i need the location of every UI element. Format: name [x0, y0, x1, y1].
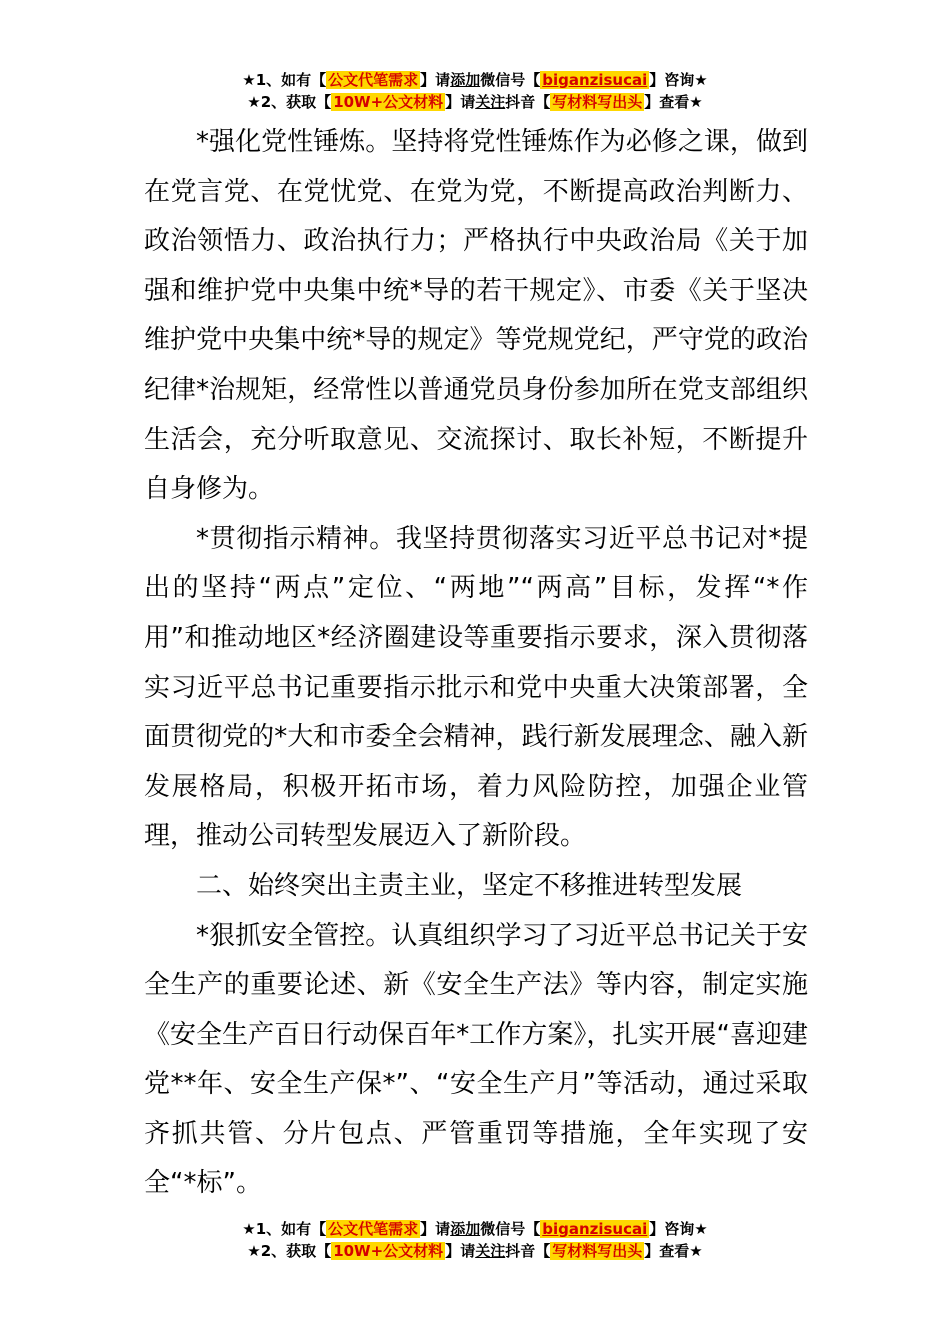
footer-line-2-mid-b: 关注 [475, 1242, 506, 1260]
footer-line-2 [0, 1240, 950, 1262]
header-line-2 [0, 91, 950, 113]
ghostwriting-highlight: 公文代笔需求 [328, 71, 419, 89]
wechat-id-link[interactable]: biganzisucai [542, 1220, 648, 1238]
header-line-2-mid-a: 】请 [445, 93, 476, 111]
star-icon: ★ [242, 1220, 256, 1238]
footer-line-1-mid-c: 微信号【 [480, 1220, 541, 1238]
ghostwriting-highlight: 公文代笔需求 [328, 1220, 419, 1238]
header-line-2-mid-b: 关注 [475, 93, 506, 111]
header-line-1-mid-c: 微信号【 [480, 71, 541, 89]
douyin-account-highlight: 写材料写出头 [552, 1242, 643, 1260]
footer-line-1 [0, 1218, 950, 1240]
footer-line-1-prefix: 1、如有【 [255, 1220, 327, 1238]
header-line-1 [0, 69, 950, 91]
douyin-account-highlight: 写材料写出头 [552, 93, 643, 111]
footer-line-1-suffix: 】咨询★ [649, 1220, 708, 1238]
footer-banner [0, 1218, 950, 1262]
header-line-2-suffix: 】查看★ [644, 93, 703, 111]
footer-line-2-mid-a: 】请 [445, 1242, 476, 1260]
header-line-1-mid-b: 添加 [450, 71, 481, 89]
star-icon: ★ [247, 1242, 261, 1260]
footer-line-2-prefix: 2、获取【 [260, 1242, 332, 1260]
footer-line-1-mid-a: 】请 [420, 1220, 451, 1238]
footer-line-1-mid-b: 添加 [450, 1220, 481, 1238]
wechat-id-link[interactable]: biganzisucai [542, 71, 648, 89]
materials-highlight: 10W+公文材料 [333, 1242, 444, 1260]
star-icon: ★ [242, 71, 256, 89]
paragraph-safety: *狠抓安全管控。认真组织学习了习近平总书记关于安全生产的重要论述、新《安全生产法》等内容，制定实施《安全生产百日行动保百年*工作方案》，扎实开展“喜迎建党**年、安全生产保*”、“安全生产月”等活动，通过采取齐抓共管、分片包点、严管重罚等措施，全年实现了安全“*标”。 [144, 920, 808, 1199]
star-icon: ★ [247, 93, 261, 111]
paragraph-party-spirit: *强化党性锤炼。坚持将党性锤炼作为必修之课，做到在党言党、在党忧党、在党为党，不断提高政治判断力、政治领悟力、政治执行力；严格执行中央政治局《关于加强和维护党中央集中统*导的若干规定》、市委《关于坚决维护党中央集中统*导的规定》等党规党纪，严守党的政治纪律*治规矩，经常性以普通党员身份参加所在党支部组织生活会，充分听取意见、交流探讨、取长补短，不断提升自身修为。 [144, 127, 808, 505]
header-line-2-mid-c: 抖音【 [505, 93, 551, 111]
header-line-2-prefix: 2、获取【 [260, 93, 332, 111]
document-body [144, 118, 808, 1209]
header-line-1-mid-a: 】请 [420, 71, 451, 89]
paragraph-instructions: *贯彻指示精神。我坚持贯彻落实习近平总书记对*提出的坚持“两点”定位、“两地”“两高”目标，发挥“*作用”和推动地区*经济圈建设等重要指示要求，深入贯彻落实习近平总书记重要指示批示和党中央重大决策部署，全面贯彻党的*大和市委全会精神，践行新发展理念、融入新发展格局，积极开拓市场，着力风险防控，加强企业管理，推动公司转型发展迈入了新阶段。 [144, 523, 808, 852]
footer-line-2-mid-c: 抖音【 [505, 1242, 551, 1260]
header-line-1-suffix: 】咨询★ [649, 71, 708, 89]
section-heading: 二、始终突出主责主业，坚定不移推进转型发展 [196, 870, 743, 901]
header-line-1-prefix: 1、如有【 [255, 71, 327, 89]
footer-line-2-suffix: 】查看★ [644, 1242, 703, 1260]
materials-highlight: 10W+公文材料 [333, 93, 444, 111]
header-banner [0, 69, 950, 113]
